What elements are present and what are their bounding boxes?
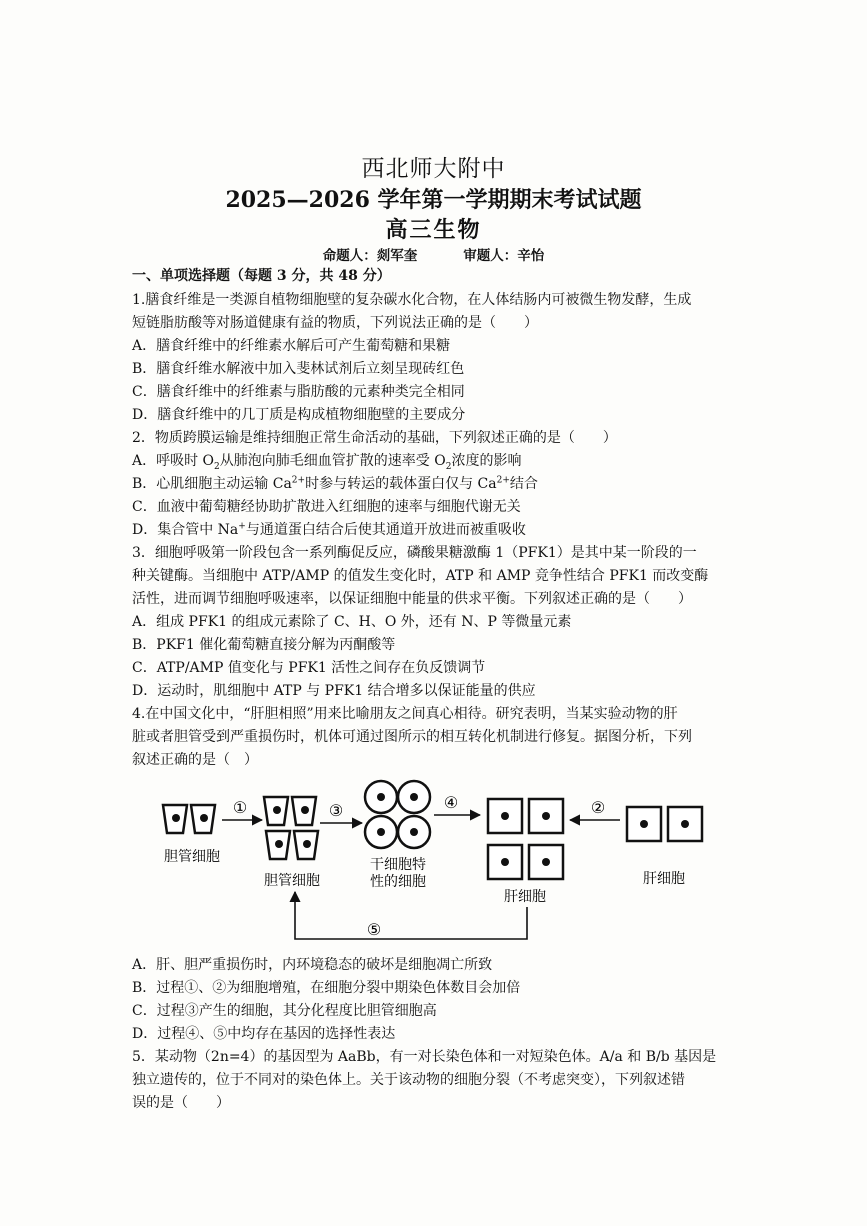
arrow-process-5: [295, 892, 527, 939]
section-title: 一、单项选择题（每题 3 分，共 48 分）: [132, 268, 391, 284]
step-3-label: ③: [328, 801, 344, 820]
q4-figure: [0, 775, 867, 955]
label-stem-like-line1: 干细胞特: [370, 857, 426, 873]
q3-option-d: D．运动时，肌细胞中 ATP 与 PFK1 结合增多以保证能量的供应: [132, 683, 536, 699]
label-liver-right: 肝细胞: [643, 871, 685, 887]
bile-duct-cell-group-left: [163, 805, 215, 833]
q5-stem-line3: 误的是（ ）: [132, 1095, 230, 1111]
school-name: 西北师大附中: [361, 156, 506, 182]
step-4-label: ④: [443, 793, 459, 812]
q5-stem-line1: 5．某动物（2n=4）的基因型为 AaBb，有一对长染色体和一对短染色体。A/a 和 B/b 基因是: [132, 1049, 717, 1065]
q3-stem-line3: 活性，进而调节细胞呼吸速率，以保证细胞中能量的供求平衡。下列叙述正确的是（ ）: [132, 591, 692, 607]
q4-stem-line1: 4.在中国文化中，“肝胆相照”用来比喻朋友之间真心相待。研究表明，当某实验动物的肝: [132, 706, 678, 722]
q1-stem-line2: 短链脂肪酸等对肠道健康有益的物质，下列说法正确的是（ ）: [132, 315, 538, 331]
q1-option-a: A．膳食纤维中的纤维素水解后可产生葡萄糖和果糖: [132, 338, 451, 354]
q4-stem-line2: 脏或者胆管受到严重损伤时，机体可通过图所示的相互转化机制进行修复。据图分析，下列: [132, 729, 692, 745]
q5-stem-line2: 独立遗传的，位于不同对的染色体上。关于该动物的细胞分裂（不考虑突变），下列叙述错: [132, 1072, 685, 1088]
q2-option-b: B．心肌细胞主动运输 $Ca^{2+}$时参与转运的载体蛋白仅与 $Ca^{2+}$结合: [132, 475, 538, 492]
q4-stem-line3: 叙述正确的是（ ）: [132, 752, 258, 768]
q4-option-d: D．过程④、⑤中均存在基因的选择性表达: [132, 1026, 396, 1042]
q3-stem-line2: 种关键酶。当细胞中 ATP/AMP 的值发生变化时，ATP 和 AMP 竞争性结合 PFK1 而改变酶: [132, 568, 709, 584]
q1-option-d: D．膳食纤维中的几丁质是构成植物细胞壁的主要成分: [132, 407, 466, 423]
question-reviewer: 审题人：辛怡: [463, 248, 545, 264]
q1-option-c: C．膳食纤维中的纤维素与脂肪酸的元素种类完全相同: [132, 384, 465, 400]
q3-option-b: B．PKF1 催化葡萄糖直接分解为丙酮酸等: [132, 637, 396, 653]
stem-like-cell-group: [365, 781, 430, 848]
q1-option-b: B．膳食纤维水解液中加入斐林试剂后立刻呈现砖红色: [132, 361, 465, 377]
liver-cell-group-right: [627, 807, 702, 841]
label-stem-like-line2: 性的细胞: [370, 874, 426, 890]
q4-option-a: A．肝、胆严重损伤时，内环境稳态的破坏是细胞凋亡所致: [132, 957, 493, 973]
q2-option-d: D．集合管中 Na+与通道蛋白结合后使其通道开放进而被重吸收: [132, 521, 526, 538]
q2-option-c: C．血液中葡萄糖经协助扩散进入红细胞的速率与细胞代谢无关: [132, 499, 521, 515]
q2-option-a: A．呼吸时 $O_2$从肺泡向肺毛细血管扩散的速率受 $O_2$浓度的影响: [132, 453, 522, 472]
question-setter: 命题人：剡军奎: [322, 248, 418, 264]
subject-title: 高三生物: [385, 217, 482, 243]
q3-option-a: A．组成 PFK1 的组成元素除了 C、H、O 外，还有 N、P 等微量元素: [132, 614, 572, 630]
step-5-label: ⑤: [366, 920, 382, 939]
liver-cell-group-middle: [488, 799, 563, 879]
q2-stem: 2．物质跨膜运输是维持细胞正常生命活动的基础，下列叙述正确的是（ ）: [132, 430, 617, 446]
q3-stem-line1: 3．细胞呼吸第一阶段包含一系列酶促反应，磷酸果糖激酶 1（PFK1）是其中某一阶段的一: [132, 545, 697, 561]
label-bile-duct-left: 胆管细胞: [164, 849, 220, 865]
label-liver-middle: 肝细胞: [504, 889, 546, 905]
step-2-label: ②: [590, 798, 606, 817]
q4-option-b: B．过程①、②为细胞增殖，在细胞分裂中期染色体数目会加倍: [132, 980, 521, 996]
q4-option-c: C．过程③产生的细胞，其分化程度比胆管细胞高: [132, 1003, 437, 1019]
step-1-label: ①: [232, 798, 248, 817]
bile-duct-cell-group-middle: [264, 797, 318, 859]
label-bile-duct-middle: 胆管细胞: [264, 873, 320, 889]
exam-title: 2025—2026 学年第一学期期末考试试题: [225, 187, 642, 213]
q3-option-c: C．ATP/AMP 值变化与 PFK1 活性之间存在负反馈调节: [132, 660, 486, 676]
author-line: [0, 244, 867, 264]
q1-stem-line1: 1.膳食纤维是一类源自植物细胞壁的复杂碳水化合物，在人体结肠内可被微生物发酵，生成: [132, 292, 692, 308]
